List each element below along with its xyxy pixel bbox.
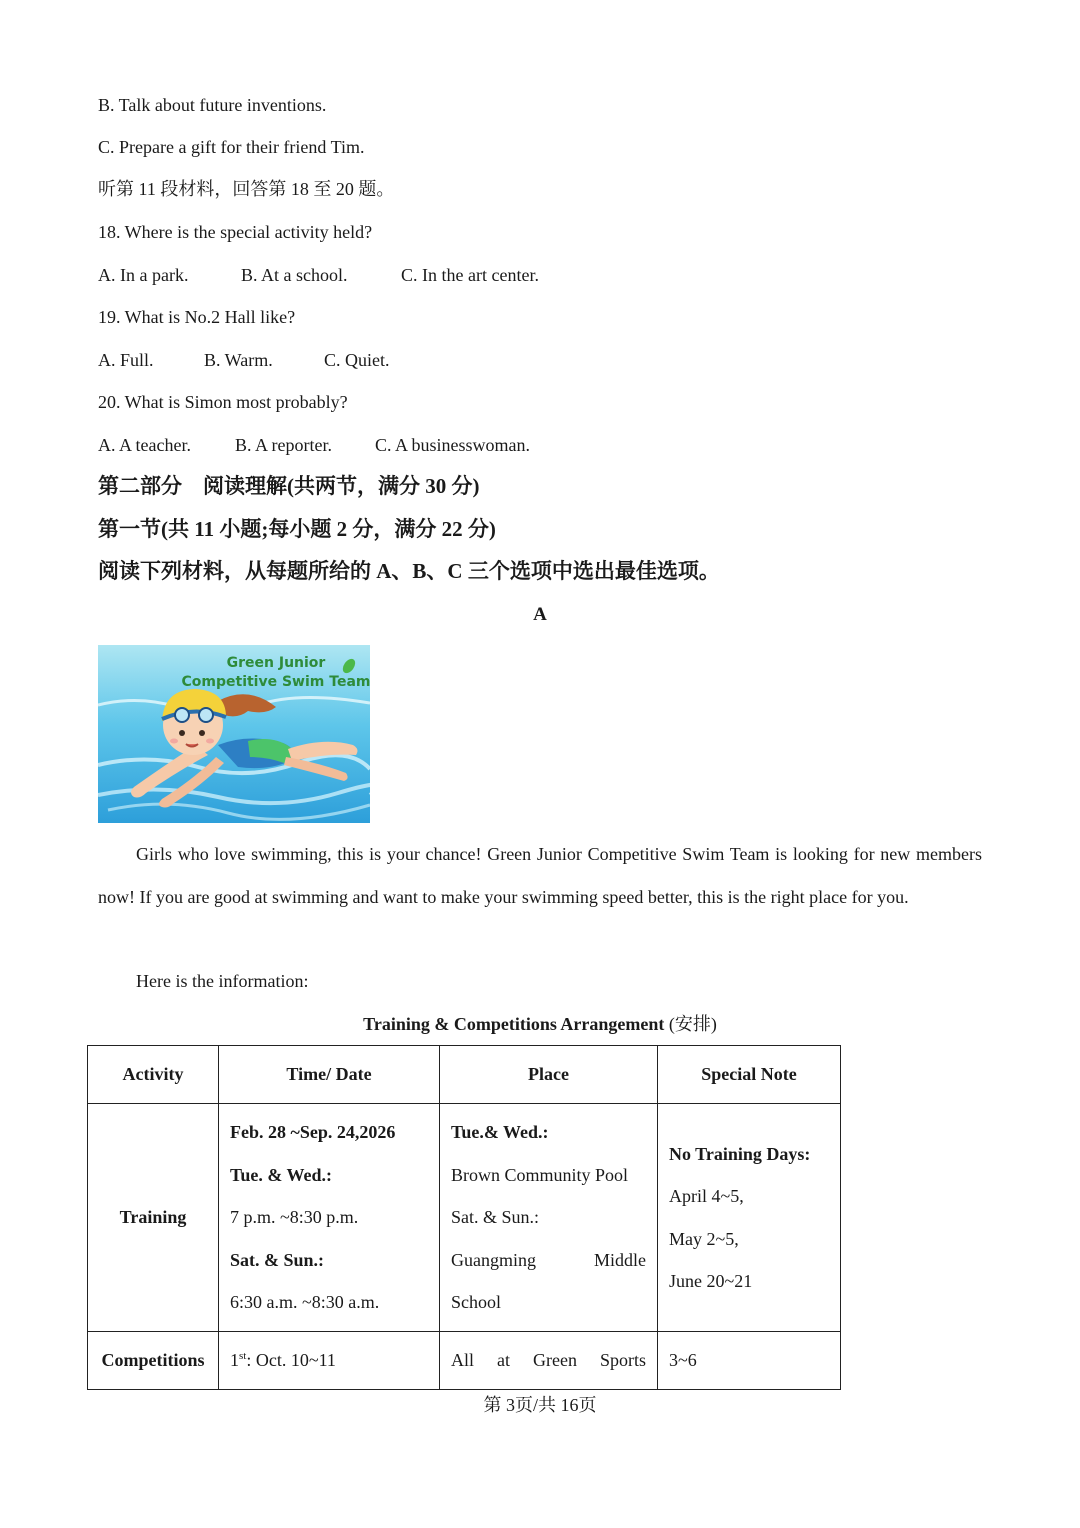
no-training-day-2: May 2~5, xyxy=(669,1228,739,1249)
question-20-options xyxy=(98,433,530,457)
q20-option-a: A. A teacher. xyxy=(98,435,191,455)
page-footer: 第 3页/共 16页 xyxy=(483,1395,597,1415)
passage-label: A xyxy=(533,604,547,625)
training-note-cell xyxy=(669,1133,829,1303)
header-activity: Activity xyxy=(122,1064,184,1084)
q18-option-a: A. In a park. xyxy=(98,265,189,285)
q18-option-b: B. At a school. xyxy=(241,265,348,285)
activity-training: Training xyxy=(119,1207,187,1227)
competitions-place-word-2: at xyxy=(497,1350,510,1370)
q18-option-c: C. In the art center. xyxy=(401,265,539,285)
table-title-text: Training & Competitions Arrangement xyxy=(363,1014,665,1034)
passage-paragraph-2-text: Here is the information: xyxy=(136,971,309,991)
training-weekend-time: 6:30 a.m. ~8:30 a.m. xyxy=(230,1292,380,1313)
swim-team-banner-image xyxy=(98,645,370,823)
training-time-cell xyxy=(230,1111,428,1324)
table-header-row xyxy=(88,1046,841,1104)
place-weekend-word-3: School xyxy=(451,1292,502,1313)
place-weekday-label: Tue.& Wed.: xyxy=(451,1122,549,1143)
activity-competitions: Competitions xyxy=(101,1350,205,1370)
competitions-place xyxy=(451,1350,646,1371)
competitions-date xyxy=(219,1332,440,1390)
listening-section-note: 听第 11 段材料，回答第 18 至 20 题。 xyxy=(98,179,395,199)
question-18-stem: 18. Where is the special activity held? xyxy=(98,222,373,242)
place-weekday: Brown Community Pool xyxy=(451,1164,629,1185)
passage-paragraph-1 xyxy=(98,833,982,918)
competitions-date-ordinal: 1 xyxy=(230,1350,239,1370)
table-row-competitions xyxy=(88,1332,841,1390)
training-date-range: Feb. 28 ~Sep. 24,2026 xyxy=(230,1122,396,1143)
swimmer-illustration xyxy=(98,645,370,823)
q20-option-c: C. A businesswoman. xyxy=(375,435,531,455)
no-training-day-3: June 20~21 xyxy=(669,1271,753,1291)
header-special-note: Special Note xyxy=(701,1064,797,1084)
q20-option-b: B. A reporter. xyxy=(235,435,332,455)
training-place-cell xyxy=(451,1111,646,1324)
question-19-stem: 19. What is No.2 Hall like? xyxy=(98,307,296,327)
place-weekend-word-1: Guangming xyxy=(451,1249,536,1270)
arrangement-table xyxy=(87,1045,841,1390)
table-title xyxy=(0,1012,1080,1036)
no-training-days-label: No Training Days: xyxy=(669,1143,811,1164)
reading-instruction: 阅读下列材料，从每题所给的 A、B、C 三个选项中选出最佳选项。 xyxy=(98,559,720,583)
training-weekday-label: Tue. & Wed.: xyxy=(230,1164,333,1185)
no-training-day-1: April 4~5, xyxy=(669,1186,744,1206)
question-19-options xyxy=(98,348,390,372)
part-two-title: 第二部分 阅读理解(共两节，满分 30 分) xyxy=(98,474,480,498)
competitions-note: 3~6 xyxy=(658,1332,841,1390)
banner-title-line1: Green Junior xyxy=(226,655,326,671)
competitions-date-rest: : Oct. 10~11 xyxy=(246,1350,336,1370)
competitions-date-sup: st xyxy=(239,1350,247,1362)
header-place: Place xyxy=(528,1064,569,1084)
competitions-place-word-4: Sports xyxy=(599,1350,646,1370)
place-weekend-word-2: Middle xyxy=(594,1249,646,1270)
competitions-place-word-1: All xyxy=(451,1350,475,1370)
table-title-note: (安排) xyxy=(668,1014,717,1034)
training-weekend-label: Sat. & Sun.: xyxy=(230,1249,325,1270)
passage-paragraph-1-text: Girls who love swimming, this is your chance! Green Junior Competitive Swim Team is looking for new members now! If you are good at swimming and want to make your swimming speed better, this is the right place for you. xyxy=(98,844,982,907)
q17-option-c: C. Prepare a gift for their friend Tim. xyxy=(98,137,365,157)
q19-option-b: B. Warm. xyxy=(204,350,273,370)
banner-title-line2: Competitive Swim Team xyxy=(181,674,370,690)
header-time-date: Time/ Date xyxy=(286,1064,372,1084)
competitions-place-word-3: Green xyxy=(532,1350,577,1370)
q17-option-b: B. Talk about future inventions. xyxy=(98,95,327,115)
q19-option-a: A. Full. xyxy=(98,350,154,370)
question-18-options xyxy=(98,263,539,287)
table-row-training xyxy=(88,1104,841,1332)
passage-paragraph-2 xyxy=(98,960,982,1003)
training-weekday-time: 7 p.m. ~8:30 p.m. xyxy=(230,1207,359,1228)
question-20-stem: 20. What is Simon most probably? xyxy=(98,392,348,412)
place-weekend-label: Sat. & Sun.: xyxy=(451,1207,540,1228)
q19-option-c: C. Quiet. xyxy=(324,350,390,370)
section-one-title: 第一节(共 11 小题;每小题 2 分，满分 22 分) xyxy=(98,517,496,541)
